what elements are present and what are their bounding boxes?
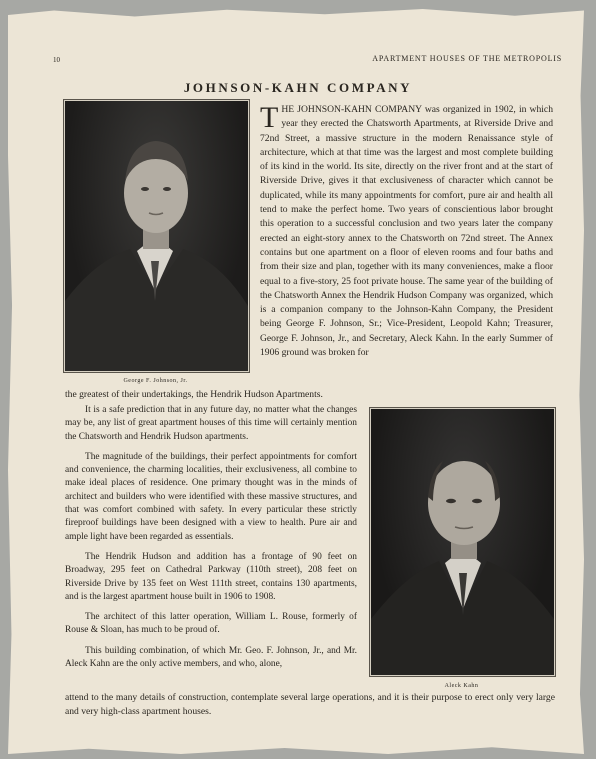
portrait-photo-johnson bbox=[64, 100, 249, 372]
page-number: 10 bbox=[53, 56, 60, 64]
body-paragraph: The Hendrik Hudson and addition has a frontage of 90 feet on Broadway, 295 feet on Cathedral Parkway (110th street), 208 feet on Riverside Drive by 135 feet on West 111th street, contains 130 apartments, and is the largest apartment house built in 1906 to 1908. bbox=[65, 551, 357, 602]
intro-text: HE JOHNSON-KAHN COMPANY was organized in 1902, in which year they erected the Chatsworth Apartments, at Riverside Drive and 72nd Street, a massive structure in the modern Renaissance style of architecture, which at that time was the largest and most complete building of its kind in the world. Its site, directly on the river front and at the start of Riverside Drive, gives it that exclusiveness of character which cannot be duplicated, while its many appointments for comfort, pure air and health all tend to make the perfect home. Two years of conscientious labor brought this operation to a successful conclusion and two years later the company erected an eight-story annex to the Chatsworth on 72nd street. The Annex contains but one apartment on a floor of eleven rooms and four baths and from their size and plan, together with its many conveniences, make a floor equal to a five-story, 25 foot private house. The same year of the building of the Chatsworth Annex the Hendrik Hudson Company was organized, which is a companion company to the Johnson-Kahn Company, the President being George F. Johnson, Sr.; Vice-President, Leopold Kahn; Treasurer, George F. Johnson, Jr., and Secretary, Aleck Kahn. In the early Summer of 1906 ground was broken for bbox=[260, 104, 553, 359]
portrait-photo-kahn bbox=[370, 408, 555, 676]
intro-paragraph bbox=[260, 103, 553, 360]
body-paragraph: The magnitude of the buildings, their perfect appointments for comfort and convenience, the charming localities, their exclusiveness, all combine to make ideal places of residence. One primary thought was in the minds of architect and builders who were identified with these massive structures, and that was comfort combined with safety. In every particular these strictly fireproof buildings have been designed with a view to health. Pure air and ample light have been regarded as essentials. bbox=[65, 451, 357, 542]
running-title: APARTMENT HOUSES OF THE METROPOLIS bbox=[372, 54, 562, 63]
intro-continuation: the greatest of their undertakings, the Hendrik Hudson Apartments. bbox=[65, 389, 323, 400]
article-title: JOHNSON-KAHN COMPANY bbox=[183, 80, 413, 95]
body-paragraph: The architect of this latter operation, William L. Rouse, formerly of Rouse & Sloan, has much to be proud of. bbox=[65, 612, 357, 636]
body-paragraph: This building combination, of which Mr. Geo. F. Johnson, Jr., and Mr. Aleck Kahn are the only active members, and who, alone, bbox=[65, 645, 357, 670]
body-paragraph: It is a safe prediction that in any future day, no matter what the changes may be, any list of great apartment houses of this time will certainly mention the Chatsworth and Hendrik Hudson apartments. bbox=[65, 405, 357, 442]
closing-paragraph: attend to the many details of construction, contemplate several large operations, and it is their purpose to erect only very large and very high-class apartment houses. bbox=[65, 692, 555, 718]
drop-cap: T bbox=[260, 101, 279, 134]
body-column bbox=[65, 404, 357, 678]
photo-caption-johnson: George F. Johnson, Jr. bbox=[123, 378, 188, 384]
photo-caption-kahn: Aleck Kahn bbox=[444, 683, 479, 689]
